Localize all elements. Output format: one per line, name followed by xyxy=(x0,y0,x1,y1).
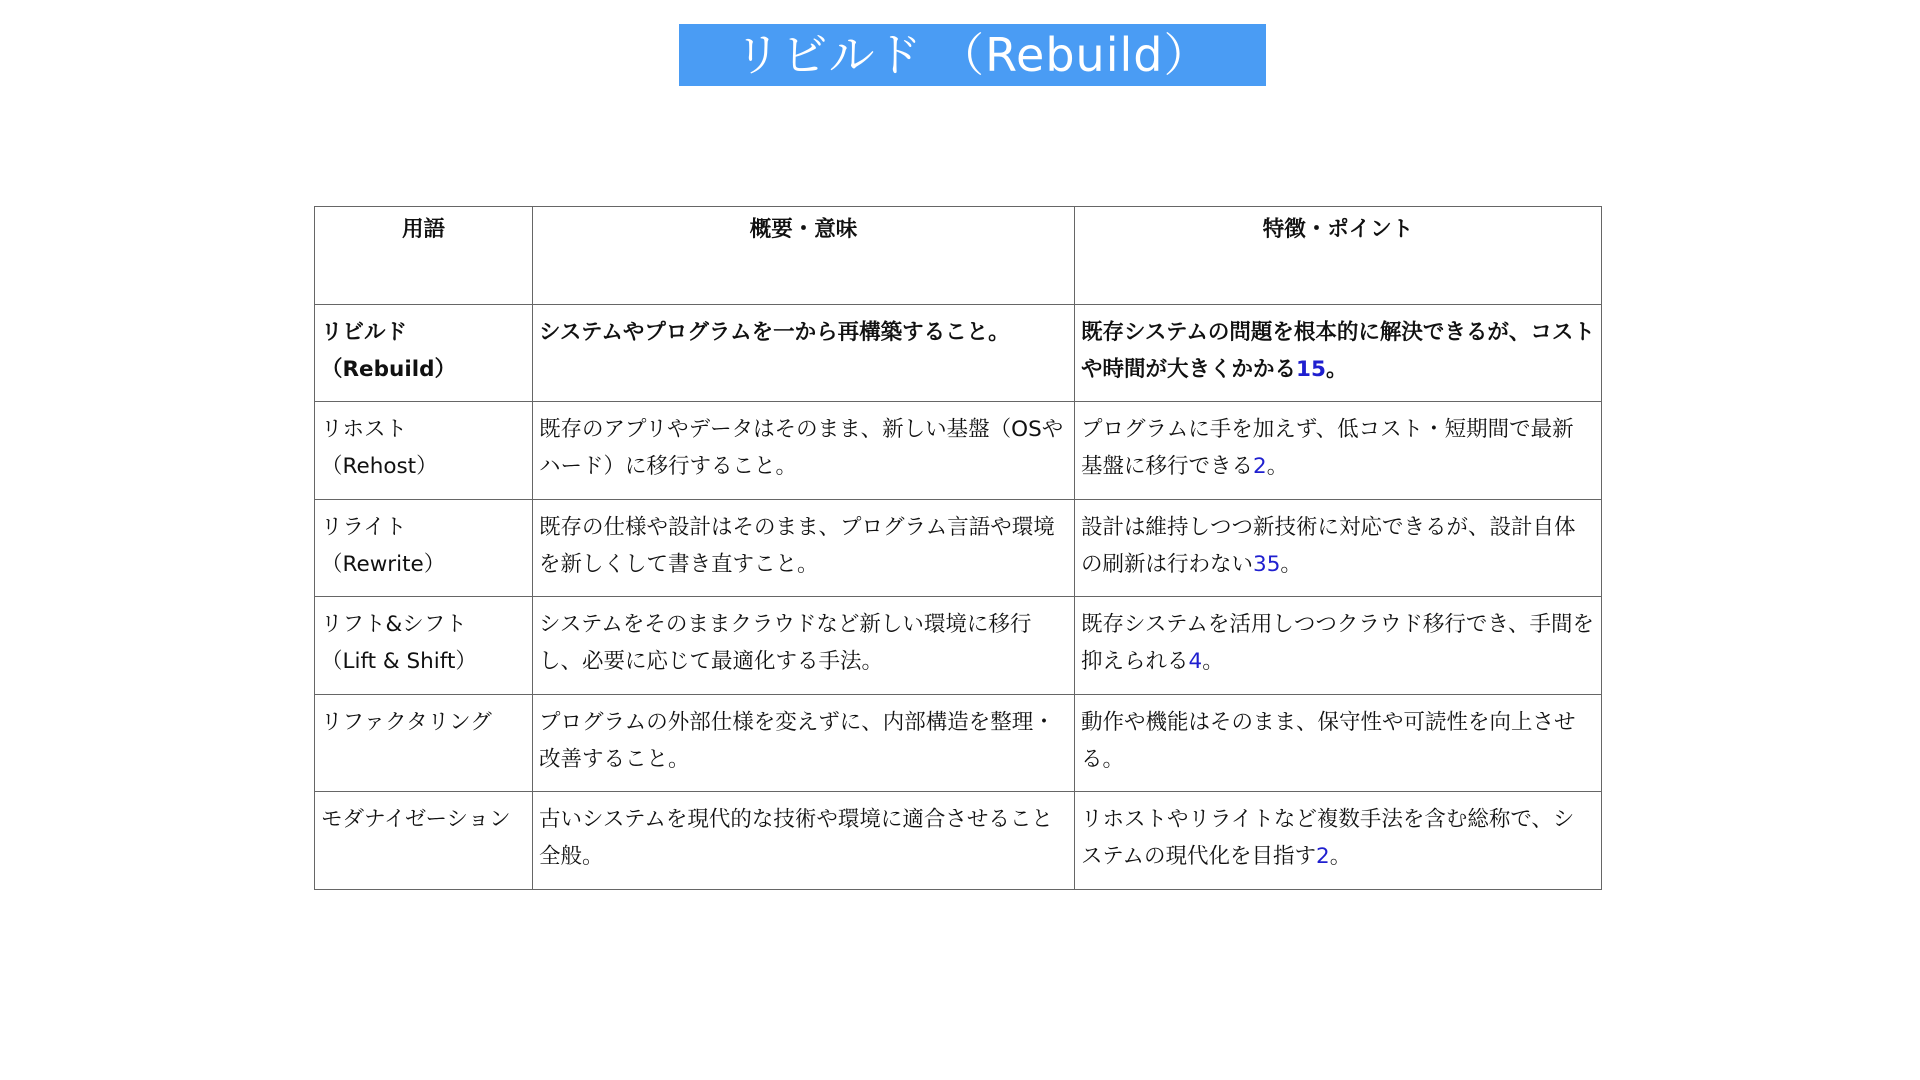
reference-link[interactable]: 2 xyxy=(1253,454,1267,479)
feature-end: 。 xyxy=(1280,551,1302,577)
table-row-lift-shift xyxy=(315,597,1602,695)
term-english: （Rewrite） xyxy=(321,551,446,577)
table-header-row xyxy=(315,207,1602,305)
feature-text: 設計は維持しつつ新技術に対応できるが、設計自体の刷新は行わない xyxy=(1081,514,1576,577)
reference-link[interactable]: 2 xyxy=(1316,844,1330,869)
feature-cell xyxy=(1075,792,1602,890)
term-cell xyxy=(315,499,533,597)
reference-link[interactable]: 4 xyxy=(1188,649,1203,674)
summary-cell: システムやプログラムを一から再構築すること。 xyxy=(533,304,1075,402)
feature-text: 既存システムの問題を根本的に解決できるが、コストや時間が大きくかかる xyxy=(1081,319,1595,382)
summary-cell: システムをそのままクラウドなど新しい環境に移行し、必要に応じて最適化する手法。 xyxy=(533,597,1075,695)
term-name: リファクタリング xyxy=(321,709,492,735)
summary-cell: 既存の仕様や設計はそのまま、プログラム言語や環境を新しくして書き直すこと。 xyxy=(533,499,1075,597)
table-row-rebuild xyxy=(315,304,1602,402)
feature-end: 。 xyxy=(1202,649,1224,674)
term-name: リライト xyxy=(321,514,407,540)
header-term: 用語 xyxy=(315,207,533,305)
term-english: （Lift & Shift） xyxy=(321,649,477,674)
term-english: （Rebuild） xyxy=(321,356,456,382)
reference-link[interactable]: 35 xyxy=(1253,551,1281,577)
feature-cell xyxy=(1075,499,1602,597)
feature-cell xyxy=(1075,694,1602,792)
term-english: （Rehost） xyxy=(321,454,438,479)
feature-text: リホストやリライトなど複数手法を含む総称で、システムの現代化を目指す xyxy=(1081,807,1575,869)
header-summary: 概要・意味 xyxy=(533,207,1075,305)
slide-title: リビルド （Rebuild） xyxy=(679,24,1266,86)
term-name: リフト&シフト xyxy=(321,612,467,637)
feature-end: 。 xyxy=(1266,454,1289,479)
term-name: リホスト xyxy=(321,417,408,442)
feature-text: 動作や機能はそのまま、保守性や可読性を向上させる。 xyxy=(1081,709,1576,772)
header-feature: 特徴・ポイント xyxy=(1075,207,1602,305)
term-cell xyxy=(315,304,533,402)
feature-cell xyxy=(1075,402,1602,500)
term-name: リビルド xyxy=(321,319,408,345)
feature-end: 。 xyxy=(1329,844,1352,869)
feature-cell xyxy=(1075,304,1602,402)
table-row-modernization xyxy=(315,792,1602,890)
term-cell xyxy=(315,694,533,792)
term-cell xyxy=(315,402,533,500)
summary-cell: 古いシステムを現代的な技術や環境に適合させること全般。 xyxy=(533,792,1075,890)
table-row-rehost xyxy=(315,402,1602,500)
reference-link[interactable]: 15 xyxy=(1296,356,1326,382)
terms-table xyxy=(314,206,1602,890)
summary-cell: 既存のアプリやデータはそのまま、新しい基盤（OSやハード）に移行すること。 xyxy=(533,402,1075,500)
term-name: モダナイゼーション xyxy=(321,807,511,832)
table-row-refactoring xyxy=(315,694,1602,792)
feature-end: 。 xyxy=(1325,356,1348,382)
term-cell xyxy=(315,597,533,695)
feature-cell xyxy=(1075,597,1602,695)
term-cell xyxy=(315,792,533,890)
feature-text: 既存システムを活用しつつクラウド移行でき、手間を抑えられる xyxy=(1081,612,1594,674)
summary-cell: プログラムの外部仕様を変えずに、内部構造を整理・改善すること。 xyxy=(533,694,1075,792)
table-row-rewrite xyxy=(315,499,1602,597)
feature-text: プログラムに手を加えず、低コスト・短期間で最新基盤に移行できる xyxy=(1081,417,1574,479)
